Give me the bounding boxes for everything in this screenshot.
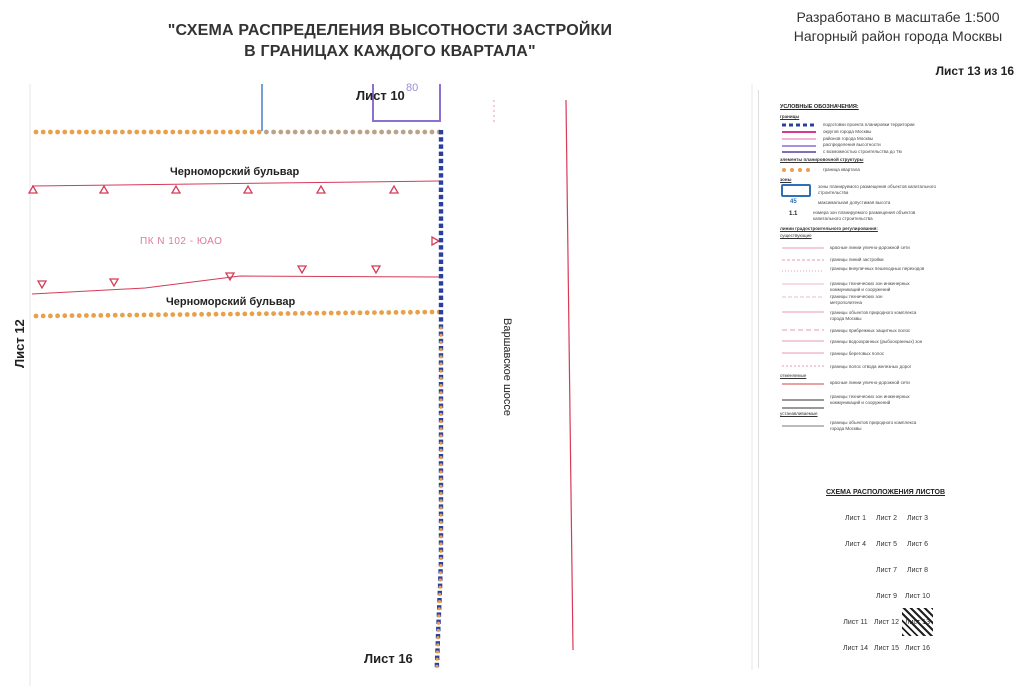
red-line-markers-top	[29, 186, 439, 245]
quarter-border-dot	[343, 311, 348, 316]
quarter-border-dot	[48, 130, 53, 135]
quarter-border-dot	[34, 130, 39, 135]
quarter-border-dot	[439, 535, 442, 538]
legend-established-item: границы объектов природного комплекса города Москвы	[830, 420, 917, 431]
project-border-dash	[439, 152, 443, 156]
quarter-border-dot	[439, 384, 442, 387]
legend-existing-item: границы линий застройки	[830, 257, 884, 262]
red-line-bottom	[32, 276, 440, 294]
quarter-border-dot	[372, 310, 377, 315]
quarter-border-dot	[350, 130, 355, 135]
quarter-border-dot	[242, 130, 247, 135]
quarter-border-dot	[314, 311, 319, 316]
quarter-border-dot	[156, 130, 161, 135]
quarter-border-dot	[415, 130, 420, 135]
quarter-border-dot	[422, 310, 427, 315]
red-line-highway	[566, 100, 573, 650]
legend-section-cancelled: отменяемые	[780, 373, 807, 378]
quarter-border-dot	[142, 130, 147, 135]
quarter-border-dot	[214, 312, 219, 317]
quarter-border-dot	[401, 310, 406, 315]
quarter-border-dot	[149, 312, 154, 317]
quarter-border-dot	[257, 311, 262, 316]
quarter-border-dot	[439, 514, 442, 517]
legend-zone-text: зоны планируемого размещения объектов капитального строительства	[818, 184, 937, 195]
quarter-border-dot	[439, 463, 442, 466]
quarter-border-dot	[221, 130, 226, 135]
legend-height-text: максимальная допустимая высота	[818, 200, 891, 205]
project-border-dash	[439, 267, 443, 271]
quarter-border-dot	[62, 313, 67, 318]
project-border-dash	[439, 144, 443, 148]
quarter-border-dot	[163, 130, 168, 135]
sheet-cell-current[interactable]: Лист 13	[902, 608, 933, 636]
legend-border-symbols	[780, 120, 820, 160]
quarter-border-dot	[221, 312, 226, 317]
red-line-marker	[100, 186, 108, 193]
quarter-border-dot	[278, 311, 283, 316]
quarter-border-dot	[379, 130, 384, 135]
project-border-dash	[439, 224, 443, 228]
quarter-border-dot	[286, 130, 291, 135]
quarter-border-dot	[394, 310, 399, 315]
quarter-border-dot	[178, 130, 183, 135]
quarter-border-dot	[41, 130, 46, 135]
quarter-border-dot	[438, 607, 441, 610]
project-border-dash	[439, 296, 443, 300]
quarter-border-dot	[439, 362, 442, 365]
quarter-border-dot	[106, 313, 111, 318]
quarter-border-dot	[127, 130, 132, 135]
quarter-border-dot	[142, 313, 147, 318]
quarter-border-dot	[34, 314, 39, 319]
project-border-dash	[439, 288, 443, 292]
quarter-border-dot	[163, 312, 168, 317]
quarter-border-dot	[439, 391, 442, 394]
quarter-border-dot	[170, 130, 175, 135]
quarter-border-dot	[358, 130, 363, 135]
legend-section-zones: зоны	[780, 177, 792, 182]
quarter-border-dot	[439, 377, 442, 380]
quarter-border-dot	[322, 130, 327, 135]
project-border-dash	[439, 130, 443, 134]
quarter-border-dot	[199, 312, 204, 317]
quarter-border-dot	[439, 456, 442, 459]
red-line-marker	[38, 281, 46, 288]
quarter-border-dot	[120, 313, 125, 318]
quarter-border-dot	[439, 542, 442, 545]
legend-existing-item: границы технических зон метрополитена	[830, 294, 883, 305]
legend-cancelled-item: границы технических зон инженерных коммуникаций и сооружений	[830, 394, 910, 405]
quarter-border-dot	[300, 311, 305, 316]
legend-zone-number-sample: 1.1	[789, 211, 798, 217]
quarter-border-dot	[286, 311, 291, 316]
quarter-border-dot	[192, 130, 197, 135]
project-border-dash	[439, 209, 443, 213]
red-line-marker	[317, 186, 325, 193]
quarter-border-dot	[314, 130, 319, 135]
sheet-cell[interactable]: Лист 9	[875, 592, 898, 600]
quarter-border-dot	[386, 310, 391, 315]
quarter-border-dot	[307, 130, 312, 135]
quarter-border-dot	[149, 130, 154, 135]
quarter-border-dot	[206, 130, 211, 135]
quarter-border-dot	[55, 130, 60, 135]
quarter-border-dot	[98, 313, 103, 318]
project-border-dash	[439, 216, 443, 220]
legend-existing-item: границы внеуличных пешеходных переходов	[830, 266, 925, 271]
quarter-border-dot	[439, 521, 442, 524]
red-line-marker	[172, 186, 180, 193]
quarter-border-dot	[365, 130, 370, 135]
quarter-border-dot	[439, 578, 442, 581]
quarter-border-dot	[156, 312, 161, 317]
sheet-cell[interactable]: Лист 8	[906, 566, 929, 574]
legend-section-existing: существующие	[780, 233, 812, 238]
quarter-border-dot	[439, 442, 442, 445]
legend-quarter-symbol	[780, 165, 820, 175]
legend-border-item: распределения высотности	[823, 142, 881, 147]
quarter-border-dot	[242, 312, 247, 317]
legend-border-item: районов города Москвы	[823, 136, 874, 141]
quarter-border-dot	[70, 313, 75, 318]
quarter-border-dot	[98, 130, 103, 135]
quarter-border-dot	[55, 313, 60, 318]
sheet-cell[interactable]: Лист 7	[875, 566, 898, 574]
street-label-bottom: Черноморский бульвар	[166, 296, 296, 308]
project-border-dash	[439, 173, 443, 177]
quarter-border-dot	[430, 310, 435, 315]
quarter-border-dot	[293, 130, 298, 135]
highway-label-text: Варшавское шоссе	[501, 318, 513, 417]
legend-height-sample: 45	[790, 199, 797, 205]
quarter-border-dot	[329, 130, 334, 135]
quarter-border-bottom	[34, 310, 442, 319]
quarter-border-dot	[439, 434, 442, 437]
project-border-dash	[439, 310, 443, 314]
quarter-border-dot	[439, 550, 442, 553]
quarter-border-dot	[408, 310, 413, 315]
quarter-border-dot	[70, 130, 75, 135]
legend-existing-item: границы технических зон инженерных коммуникаций и сооружений	[830, 281, 910, 292]
sheet-cell[interactable]: Лист 11	[843, 618, 868, 626]
legend-zone-symbol	[781, 184, 811, 197]
quarter-border-dot	[439, 348, 442, 351]
quarter-border-dot	[250, 130, 255, 135]
quarter-border-dot	[436, 650, 439, 653]
quarter-border-dot	[235, 130, 240, 135]
quarter-border-dot	[106, 130, 111, 135]
quarter-border-dot	[437, 629, 440, 632]
quarter-border-dot	[84, 130, 89, 135]
quarter-border-dot	[439, 492, 442, 495]
highway-label	[497, 318, 517, 428]
quarter-border-dot	[134, 130, 139, 135]
project-border-dash	[439, 137, 443, 141]
sheet-count: Лист 13 из 16	[935, 64, 1014, 78]
quarter-border-dot	[372, 130, 377, 135]
quarter-border-dot	[307, 311, 312, 316]
quarter-border-dot	[62, 130, 67, 135]
red-line-top	[32, 181, 440, 186]
title-line-2: В ГРАНИЦАХ КАЖДОГО КВАРТАЛА"	[244, 43, 536, 60]
quarter-border-dot	[192, 312, 197, 317]
red-line-marker	[390, 186, 398, 193]
sheet-ref-top[interactable]: Лист 10	[356, 88, 405, 103]
legend-existing-item: границы водоохранных (рыбоохранных) зон	[830, 339, 923, 344]
quarter-border-dot	[358, 310, 363, 315]
quarter-border-dot	[228, 312, 233, 317]
page-title	[150, 20, 630, 62]
quarter-border-dot	[379, 310, 384, 315]
quarter-border-dot	[439, 564, 442, 567]
quarter-border-dot	[439, 420, 442, 423]
legend-existing-item: границы объектов природного комплекса города Москвы	[830, 310, 917, 321]
sheet-ref-left-label: Лист 12	[12, 319, 27, 368]
quarter-border-dot	[439, 334, 442, 337]
quarter-border-dot	[185, 312, 190, 317]
sheet-cell[interactable]: Лист 3	[906, 514, 929, 522]
sheet-cell[interactable]: Лист 4	[844, 540, 867, 548]
sheet-cell[interactable]: Лист 12	[874, 618, 899, 626]
sheet-cell[interactable]: Лист 5	[875, 540, 898, 548]
legend-section-borders: границы	[780, 114, 800, 119]
quarter-border-dot	[113, 313, 118, 318]
quarter-border-dot	[134, 313, 139, 318]
quarter-border-dot	[214, 130, 219, 135]
district-text: Нагорный район города Москвы	[793, 28, 1003, 44]
quarter-border-dot	[386, 130, 391, 135]
title-line-1: "СХЕМА РАСПРЕДЕЛЕНИЯ ВЫСОТНОСТИ ЗАСТРОЙКИ	[167, 22, 613, 39]
project-border-dash	[439, 303, 443, 307]
project-border-dash	[439, 281, 443, 285]
quarter-border-dot	[257, 130, 262, 135]
quarter-border-dot	[439, 506, 442, 509]
quarter-border-dot	[343, 130, 348, 135]
scale-text: Разработано в масштабе 1:500	[796, 9, 1000, 25]
quarter-border-dot	[48, 314, 53, 319]
legend-section-established: устанавливаемые	[780, 411, 818, 416]
legend-section-lines: линии градостроительного регулирования:	[780, 226, 878, 231]
quarter-border-dot	[436, 643, 439, 646]
quarter-border-dot	[250, 311, 255, 316]
quarter-border-dot	[199, 130, 204, 135]
quarter-border-dot	[329, 311, 334, 316]
height-value-label: 80	[406, 82, 419, 94]
quarter-border-dot	[408, 130, 413, 135]
quarter-border-dot	[438, 593, 441, 596]
quarter-border-dot	[439, 571, 442, 574]
quarter-border-dot	[228, 130, 233, 135]
quarter-border-dot	[439, 427, 442, 430]
quarter-border-dot	[401, 130, 406, 135]
quarter-border-dot	[439, 586, 442, 589]
legend-existing-item: границы береговых полос	[830, 351, 885, 356]
legend-border-item: округов города Москвы	[823, 129, 872, 134]
quarter-border-dot	[439, 355, 442, 358]
quarter-border-dot	[438, 600, 441, 603]
quarter-border-dot	[439, 449, 442, 452]
legend-section-elements: элементы планировочной структуры	[780, 157, 864, 162]
quarter-border-dot	[235, 312, 240, 317]
red-line-marker	[432, 237, 439, 245]
quarter-border-dot	[300, 130, 305, 135]
quarter-border-dot	[293, 311, 298, 316]
quarter-border-dot	[41, 314, 46, 319]
project-border-dash	[439, 274, 443, 278]
quarter-border-dot	[436, 658, 439, 661]
quarter-border-top	[34, 130, 442, 135]
project-border-dash	[439, 202, 443, 206]
project-border-dash	[439, 159, 443, 163]
sheet-cell[interactable]: Лист 15	[874, 644, 899, 652]
quarter-border-dot	[350, 310, 355, 315]
quarter-border-dot	[336, 311, 341, 316]
quarter-border-dot	[127, 313, 132, 318]
sheet-grid	[840, 504, 940, 672]
sheet-cell[interactable]: Лист 16	[905, 644, 930, 652]
project-border-dash	[439, 231, 443, 235]
quarter-border-dot	[437, 614, 440, 617]
quarter-border-dot	[415, 310, 420, 315]
sheet-cell[interactable]: Лист 14	[843, 644, 868, 652]
red-line-marker	[372, 266, 380, 273]
quarter-border-dot	[113, 130, 118, 135]
red-line-markers-bottom	[38, 266, 380, 288]
quarter-border-dot	[271, 130, 276, 135]
quarter-border-dot	[264, 311, 269, 316]
project-border-dash	[439, 252, 443, 256]
quarter-border-dot	[322, 311, 327, 316]
quarter-border-dot	[439, 557, 442, 560]
scale-note	[780, 8, 1016, 46]
quarter-border-dot	[439, 370, 442, 373]
legend-title: УСЛОВНЫЕ ОБОЗНАЧЕНИЯ:	[780, 104, 859, 110]
project-border-dash	[439, 195, 443, 199]
quarter-border-dot	[436, 636, 439, 639]
legend-cancelled-item: красные линии улично-дорожной сети	[830, 380, 910, 385]
sheet-cell[interactable]: Лист 10	[905, 592, 930, 600]
quarter-border-dot	[439, 485, 442, 488]
quarter-border-dot	[77, 313, 82, 318]
legend-existing-item: границы прибрежных защитных полос	[830, 328, 911, 333]
legend-border-item: с возможностью строительства до 7м	[823, 149, 902, 154]
quarter-border-dot	[264, 130, 269, 135]
quarter-border-dot	[439, 528, 442, 531]
quarter-border-dot	[91, 313, 96, 318]
quarter-border-dot	[120, 130, 125, 135]
project-border-dash	[439, 180, 443, 184]
quarter-border-dot	[365, 310, 370, 315]
sheet-ref-left[interactable]	[12, 320, 34, 380]
sheet-cell[interactable]: Лист 2	[875, 514, 898, 522]
quarter-border-dot	[439, 341, 442, 344]
sheet-grid-title: СХЕМА РАСПОЛОЖЕНИЯ ЛИСТОВ	[826, 489, 945, 496]
quarter-border-dot	[439, 413, 442, 416]
project-border-dash	[439, 317, 443, 321]
legend-border-item: подготовки проекта планировки территории	[823, 122, 915, 127]
quarter-border-dot	[170, 312, 175, 317]
legend-existing-item: границы полос отвода железных дорог	[830, 364, 912, 369]
quarter-border-dot	[336, 130, 341, 135]
red-line-marker	[298, 266, 306, 273]
project-border-dash	[439, 245, 443, 249]
quarter-border-dot	[91, 130, 96, 135]
quarter-border-dot	[435, 665, 438, 668]
quarter-border-dot	[439, 326, 442, 329]
legend-zone-number-text: номера зон планируемого размещения объектов капитального строительства	[813, 210, 916, 221]
red-line-marker	[110, 279, 118, 286]
sheet-ref-bottom[interactable]: Лист 16	[364, 651, 413, 666]
quarter-border-dot	[439, 398, 442, 401]
sheet-cell[interactable]: Лист 1	[844, 514, 867, 522]
street-label-top: Черноморский бульвар	[170, 166, 300, 178]
quarter-border-dot	[437, 622, 440, 625]
legend-existing-item: красные линии улично-дорожной сети	[830, 245, 910, 250]
red-line-marker	[244, 186, 252, 193]
project-border-dash	[439, 238, 443, 242]
project-border-vertical	[435, 130, 443, 668]
quarter-border-dot	[439, 406, 442, 409]
legend-line-symbols	[780, 240, 828, 430]
legend-quarter-text: граница квартала	[823, 167, 860, 172]
quarter-border-dot	[185, 130, 190, 135]
quarter-border-dot	[439, 470, 442, 473]
quarter-border-dot	[430, 130, 435, 135]
quarter-border-dot	[278, 130, 283, 135]
quarter-border-dot	[439, 478, 442, 481]
quarter-border-dot	[206, 312, 211, 317]
quarter-border-dot	[178, 312, 183, 317]
quarter-border-dot	[77, 130, 82, 135]
project-border-dash	[439, 166, 443, 170]
project-code-label: ПК N 102 - ЮАО	[140, 236, 223, 247]
quarter-border-dot	[271, 311, 276, 316]
quarter-border-dot	[84, 313, 89, 318]
sheet-cell[interactable]: Лист 6	[906, 540, 929, 548]
quarter-border-dot	[439, 499, 442, 502]
quarter-border-dot	[422, 130, 427, 135]
quarter-border-dot	[394, 130, 399, 135]
project-border-dash	[439, 260, 443, 264]
project-border-dash	[439, 188, 443, 192]
